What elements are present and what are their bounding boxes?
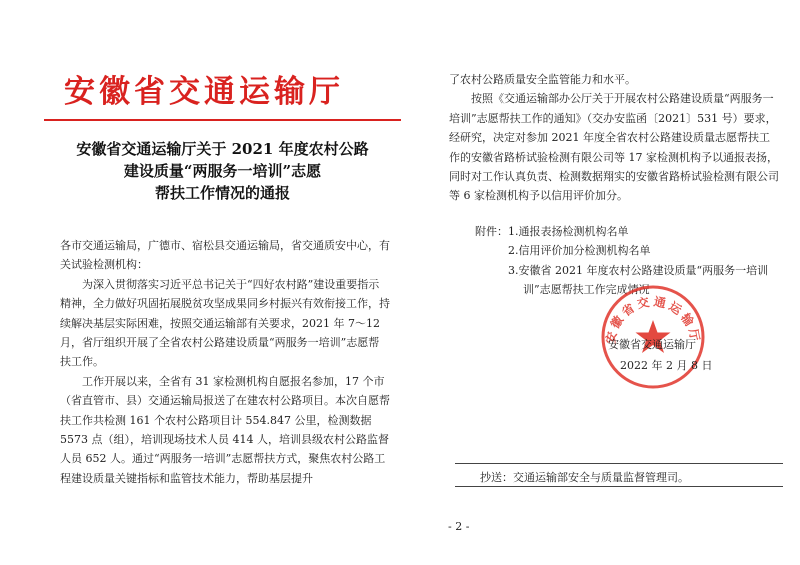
agency-header: 安徽省交通运输厅 xyxy=(64,74,344,110)
red-divider-line xyxy=(44,119,401,121)
attachment-item-3: 3.安徽省 2021 年度农村公路建设质量“两服务一培训 xyxy=(508,263,769,277)
attachment-item-1: 1.通报表扬检测机构名单 xyxy=(508,225,629,238)
cc-bottom-rule xyxy=(455,486,783,487)
attachment-item-2: 2.信用评价加分检测机构名单 xyxy=(508,244,651,258)
title-line-3: 帮扶工作情况的通报 xyxy=(154,184,290,202)
title-line-1: 安徽省交通运输厅关于 2021 年度农村公路 xyxy=(76,140,369,158)
svg-text:安徽省交通运输厅: 安徽省交通运输厅 xyxy=(603,294,703,345)
attachments-label-row xyxy=(475,222,785,241)
paragraph-1: 为深入贯彻落实习近平总书记关于“四好农村路”建设重要指示精神，全力做好巩固拓展脱贫攻坚成果同乡村振兴有效衔接工作，持续解决基层实际困难，按照交通运输部有关要求，2021 年 7～12 月，省厅组织开展了全省农村公路建设质量“两服务一培训”志愿帮扶工作。 xyxy=(60,277,390,369)
paragraph-2-continued: 了农村公路质量安全监管能力和水平。 xyxy=(449,73,636,86)
cc-top-rule xyxy=(455,463,783,464)
signature-date: 2022 年 2 月 8 日 xyxy=(620,359,713,372)
body-right-column xyxy=(449,70,779,206)
title-line-2: 建设质量“两服务一培训”志愿 xyxy=(123,162,322,180)
cc-line: 抄送：交通运输部安全与质量监督管理司。 xyxy=(480,471,689,484)
attachments-label: 附件： xyxy=(475,225,508,238)
document-title xyxy=(50,138,395,204)
page-number: - 2 - xyxy=(448,520,470,533)
paragraph-3: 按照《交通运输部办公厅关于开展农村公路建设质量“两服务一培训”志愿帮扶工作的通知》（交办安监函〔2021〕531 号）要求，经研究，决定对参加 2021 年度全省农村公路建设质量志愿帮扶工作的安徽省路桥试验检测有限公司等 17 家检测机构予以通报表扬，同时对工作认真负责、检测数据翔实的安徽省路桥试验检测有限公司等 6 家检测机构予以信用评价加分。 xyxy=(449,92,779,203)
signer-name: 安徽省交通运输厅 xyxy=(608,338,696,351)
body-left-column xyxy=(60,236,390,488)
recipients: 各市交通运输局，广德市、宿松县交通运输局，省交通质安中心，有关试验检测机构： xyxy=(60,239,390,272)
attachment-item-3-wrap: 训”志愿帮扶工作完成情况 xyxy=(523,283,650,297)
paragraph-2: 工作开展以来，全省有 31 家检测机构自愿报名参加，17 个市（省直管市、县）交通运输局报送了在建农村公路项目。本次自愿帮扶工作共检测 161 个农村公路项目计 554.847 公里，检测数据 5573 点（组），培训现场技术人员 414 人，培训县级农村公路监督人员 652 人。通过“两服务一培训”志愿帮扶方式，聚焦农村公路工程建设质量关键指标和监管技术能力，帮助基层提升 xyxy=(60,374,390,485)
